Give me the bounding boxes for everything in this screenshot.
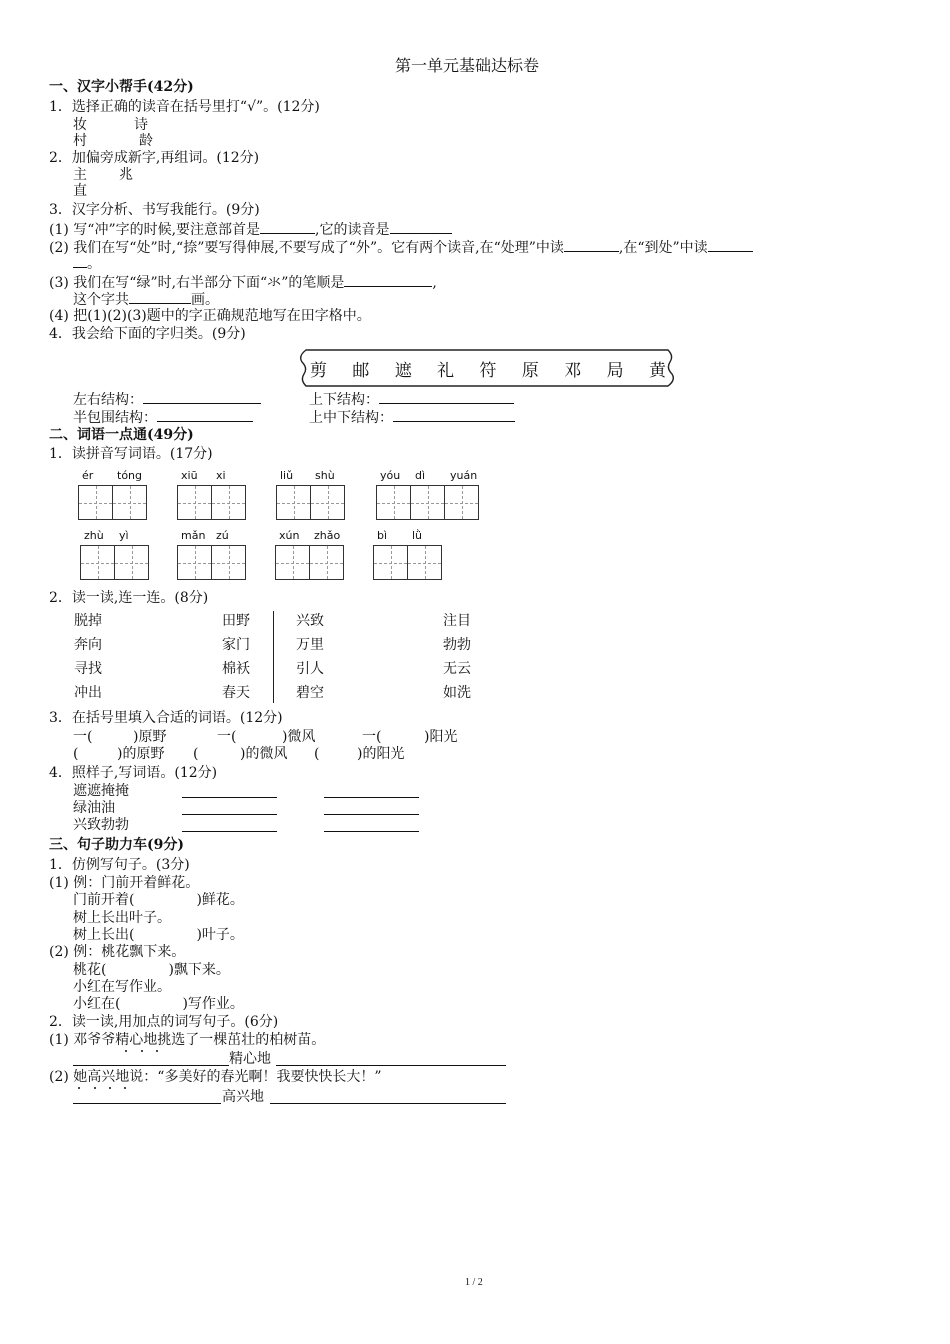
write-line[interactable] <box>73 1065 229 1066</box>
imitate-line: 桃花( )飘下来。 <box>73 962 230 978</box>
pinyin-syllable: shù <box>315 469 335 482</box>
fill-phrase-part: 一( <box>73 729 93 745</box>
tianzige-cell[interactable] <box>410 485 445 520</box>
tianzige-cell[interactable] <box>112 485 147 520</box>
imitate-source: 树上长出叶子。 <box>73 910 171 926</box>
fill-phrase-part: ( <box>193 746 199 762</box>
imitate-source: 小红在写作业。 <box>73 979 171 995</box>
tianzige-cell[interactable] <box>309 545 344 580</box>
tianzige-cell[interactable] <box>275 545 310 580</box>
tianzige-grid[interactable] <box>80 545 149 580</box>
q1-3-part4: (4) 把(1)(2)(3)题中的字正确规范地写在田字格中。 <box>49 308 371 324</box>
tianzige-grid[interactable] <box>78 485 147 520</box>
pinyin-syllable: yóu <box>380 469 401 482</box>
tianzige-cell[interactable] <box>177 485 212 520</box>
pinyin-syllable: xún <box>279 529 300 542</box>
pattern-word: 兴致勃勃 <box>73 817 129 833</box>
write-line[interactable] <box>324 831 419 832</box>
char-item: 妆 <box>73 117 87 133</box>
pinyin-syllable: liǔ <box>280 469 294 482</box>
pattern-word: 绿油油 <box>73 800 115 816</box>
classify-char: 遮 <box>394 361 412 381</box>
write-line[interactable] <box>324 814 419 815</box>
write-line[interactable] <box>276 1065 506 1066</box>
answer-blank[interactable] <box>393 408 515 422</box>
fill-phrase-part: ( <box>314 746 320 762</box>
write-line[interactable] <box>182 831 277 832</box>
answer-blank[interactable] <box>73 254 87 268</box>
char-item: 诗 <box>134 117 148 133</box>
pinyin-syllable: zhǎo <box>314 529 341 542</box>
q1-3-part2: (2) 我们在写“处”时,“捺”要写得伸展,不要写成了“外”。它有两个读音,在“处理”中读 ,在“到处”中读 <box>49 238 753 256</box>
answer-blank[interactable] <box>564 238 619 252</box>
char-item: 主 <box>73 167 87 183</box>
imitate-line: 门前开着( )鲜花。 <box>73 892 244 908</box>
answer-blank[interactable] <box>260 220 315 234</box>
classify-half-surround: 半包围结构： <box>73 408 253 426</box>
pinyin-syllable: xi <box>216 469 226 482</box>
match-word[interactable]: 春天 <box>222 685 250 701</box>
answer-blank[interactable] <box>157 408 253 422</box>
pinyin-syllable: ér <box>82 469 94 482</box>
tianzige-cell[interactable] <box>80 545 115 580</box>
emphasis-dot <box>141 1050 143 1052</box>
emphasis-dot <box>125 1050 127 1052</box>
tianzige-cell[interactable] <box>177 545 212 580</box>
q3-1-prompt: 1．仿例写句子。(3分) <box>49 857 190 873</box>
q1-3-part3: (3) 我们在写“绿”时,右半部分下面“氺”的笔顺是 , <box>49 275 437 291</box>
matching-divider <box>273 611 274 703</box>
fill-phrase-part: 一( <box>217 729 237 745</box>
tianzige-cell[interactable] <box>376 485 411 520</box>
classify-top-bottom: 上下结构： <box>309 390 514 408</box>
keyword-1: 精心地 <box>229 1051 271 1067</box>
tianzige-grid[interactable] <box>276 485 345 520</box>
match-word[interactable]: 注目 <box>443 613 471 629</box>
pinyin-syllable: yì <box>119 529 129 542</box>
answer-blank[interactable] <box>129 290 191 304</box>
match-word[interactable]: 无云 <box>443 661 471 677</box>
q2-1-prompt: 1．读拼音写词语。(17分) <box>49 446 213 462</box>
fill-phrase-part: 一( <box>362 729 382 745</box>
match-word[interactable]: 奔向 <box>74 637 102 653</box>
match-word[interactable]: 兴致 <box>296 613 324 629</box>
answer-blank[interactable] <box>708 238 753 252</box>
tianzige-grid[interactable] <box>177 545 246 580</box>
write-line[interactable] <box>324 797 419 798</box>
tianzige-cell[interactable] <box>114 545 149 580</box>
char-item: 龄 <box>139 133 153 149</box>
tianzige-cell[interactable] <box>211 485 246 520</box>
example-2: (2) 例：桃花飘下来。 <box>49 944 186 960</box>
fill-phrase-part: )阳光 <box>424 729 458 745</box>
q1-1-prompt: 1．选择正确的读音在括号里打“√”。(12分) <box>49 99 320 115</box>
tianzige-cell[interactable] <box>444 485 479 520</box>
pinyin-syllable: mǎn <box>181 529 206 542</box>
pinyin-syllable: bì <box>377 529 388 542</box>
tianzige-cell[interactable] <box>211 545 246 580</box>
classify-char: 邮 <box>352 361 370 381</box>
q1-3-part2-end: 。 <box>73 254 101 272</box>
match-word[interactable]: 勃勃 <box>443 637 471 653</box>
match-word[interactable]: 引人 <box>296 661 324 677</box>
q2-3-prompt: 3．在括号里填入合适的词语。(12分) <box>49 710 283 726</box>
section-2-heading: 二、词语一点通(49分) <box>49 427 194 443</box>
page-number: 1 / 2 <box>465 1277 483 1288</box>
write-line[interactable] <box>270 1103 506 1104</box>
fill-phrase-part: )的微风 <box>240 746 288 762</box>
write-line[interactable] <box>182 797 277 798</box>
tianzige-cell[interactable] <box>78 485 113 520</box>
tianzige-grid[interactable] <box>376 485 479 520</box>
tianzige-cell[interactable] <box>310 485 345 520</box>
q1-3-prompt: 3．汉字分析、书写我能行。(9分) <box>49 202 260 218</box>
sentence-2: (2) 她高兴地说：“多美好的春光啊！我要快快长大！” <box>49 1069 382 1085</box>
fill-phrase-part: )的原野 <box>117 746 165 762</box>
write-line[interactable] <box>73 1103 221 1104</box>
pinyin-syllable: lǜ <box>412 529 423 542</box>
match-word[interactable]: 如洗 <box>443 685 471 701</box>
pinyin-syllable: dì <box>415 469 426 482</box>
answer-blank[interactable] <box>344 273 432 287</box>
match-word[interactable]: 脱掉 <box>74 613 102 629</box>
tianzige-cell[interactable] <box>276 485 311 520</box>
match-word[interactable]: 寻找 <box>74 661 102 677</box>
pinyin-syllable: tóng <box>117 469 142 482</box>
classify-char: 黄 <box>649 361 666 381</box>
classify-char: 符 <box>479 361 497 381</box>
q1-3-part1: (1) 写“冲”字的时候,要注意部首是 ,它的读音是 <box>49 220 452 238</box>
tianzige-cell[interactable] <box>407 545 442 580</box>
classify-char: 局 <box>606 361 624 381</box>
q2-4-prompt: 4．照样子,写词语。(12分) <box>49 765 218 781</box>
match-word[interactable]: 田野 <box>222 613 250 629</box>
match-word[interactable]: 家门 <box>222 637 250 653</box>
pinyin-syllable: zhù <box>84 529 104 542</box>
sentence-1: (1) 邓爷爷精心地挑选了一棵茁壮的柏树苗。 <box>49 1032 326 1048</box>
emphasis-dot <box>156 1050 158 1052</box>
emphasis-dot <box>109 1087 111 1089</box>
fill-phrase-part: )的阳光 <box>357 746 405 762</box>
match-word[interactable]: 棉袄 <box>222 661 250 677</box>
answer-blank[interactable] <box>143 390 261 404</box>
emphasis-dot <box>94 1087 96 1089</box>
match-word[interactable]: 碧空 <box>296 685 324 701</box>
classify-char: 礼 <box>437 361 455 381</box>
classify-top-mid-bottom: 上中下结构： <box>309 408 515 426</box>
tianzige-grid[interactable] <box>373 545 442 580</box>
char-item: 兆 <box>119 167 133 183</box>
imitate-line: 树上长出( )叶子。 <box>73 927 244 943</box>
pinyin-syllable: zú <box>216 529 229 542</box>
classify-char: 剪 <box>310 361 327 381</box>
emphasis-dot <box>124 1087 126 1089</box>
tianzige-grid[interactable] <box>177 485 246 520</box>
section-1-heading: 一、汉字小帮手(42分) <box>49 79 194 95</box>
classify-left-right: 左右结构： <box>73 390 261 408</box>
char-box-chars <box>310 356 666 381</box>
pinyin-syllable: xiū <box>181 469 198 482</box>
fill-phrase-part: ( <box>73 746 79 762</box>
write-line[interactable] <box>182 814 277 815</box>
match-word[interactable]: 冲出 <box>74 685 102 701</box>
answer-blank[interactable] <box>379 390 514 404</box>
page-title: 第一单元基础达标卷 <box>395 56 540 75</box>
match-word[interactable]: 万里 <box>296 637 324 653</box>
tianzige-cell[interactable] <box>373 545 408 580</box>
q1-4-prompt: 4．我会给下面的字归类。(9分) <box>49 326 246 342</box>
fill-phrase-part: )微风 <box>282 729 316 745</box>
char-item: 村 <box>73 133 87 149</box>
q1-2-prompt: 2．加偏旁成新字,再组词。(12分) <box>49 150 260 166</box>
example-1: (1) 例：门前开着鲜花。 <box>49 875 200 891</box>
q3-2-prompt: 2．读一读,用加点的词写句子。(6分) <box>49 1014 279 1030</box>
keyword-2: 高兴地 <box>222 1089 264 1105</box>
imitate-line: 小红在( )写作业。 <box>73 996 244 1012</box>
emphasis-dot <box>78 1087 80 1089</box>
char-item: 直 <box>73 183 87 199</box>
tianzige-grid[interactable] <box>275 545 344 580</box>
pinyin-syllable: yuán <box>450 469 478 482</box>
q2-2-prompt: 2．读一读,连一连。(8分) <box>49 590 209 606</box>
classify-char: 原 <box>521 361 539 381</box>
pattern-word: 遮遮掩掩 <box>73 783 129 799</box>
classify-char: 邓 <box>564 361 582 381</box>
section-3-heading: 三、句子助力车(9分) <box>49 837 184 853</box>
q1-3-part3b: 这个字共 画。 <box>73 292 219 308</box>
fill-phrase-part: )原野 <box>133 729 167 745</box>
answer-blank[interactable] <box>390 220 452 234</box>
